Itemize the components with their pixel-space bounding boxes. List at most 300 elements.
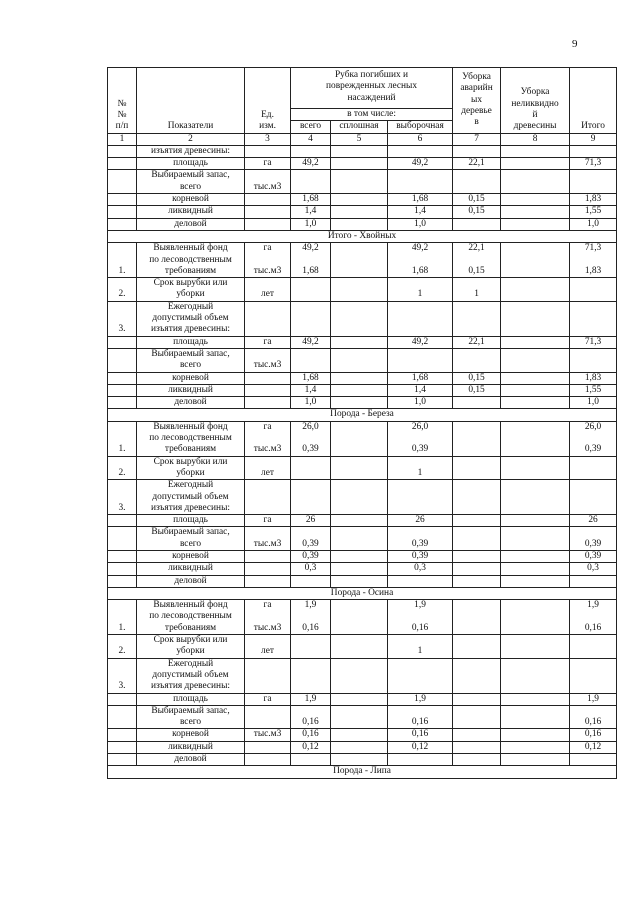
row-value xyxy=(501,170,570,194)
row-value xyxy=(331,145,388,157)
table-row xyxy=(108,575,617,587)
row-value xyxy=(331,206,388,218)
row-value xyxy=(453,218,501,230)
row-unit: га xyxy=(245,515,291,527)
row-value xyxy=(501,480,570,515)
row-unit xyxy=(245,301,291,336)
table-row xyxy=(108,170,617,194)
table-row xyxy=(108,480,617,515)
section-header-row xyxy=(108,230,617,242)
row-value xyxy=(291,301,331,336)
row-unit xyxy=(245,372,291,384)
row-value: 26 xyxy=(291,515,331,527)
row-value xyxy=(453,170,501,194)
row-value xyxy=(570,278,617,302)
row-value: 1 xyxy=(453,278,501,302)
row-unit xyxy=(245,705,291,729)
column-number: 1 xyxy=(108,133,137,145)
row-value xyxy=(331,336,388,348)
row-value xyxy=(501,421,570,456)
row-value: 22,1 xyxy=(453,336,501,348)
row-unit xyxy=(245,384,291,396)
row-value: 1,68 xyxy=(388,372,453,384)
row-value: 71,3 xyxy=(570,158,617,170)
row-unit: га тыс.м3 xyxy=(245,243,291,278)
header-col-unit: Ед. изм. xyxy=(245,68,291,134)
row-value: 49,2 xyxy=(388,336,453,348)
table-row xyxy=(108,206,617,218)
row-value: 1,9 xyxy=(570,693,617,705)
row-value xyxy=(453,693,501,705)
header-col-all: всего xyxy=(291,121,331,133)
column-number: 8 xyxy=(501,133,570,145)
row-value: 1,55 xyxy=(570,206,617,218)
row-value xyxy=(453,600,501,635)
row-value: 1,4 xyxy=(291,206,331,218)
table-row xyxy=(108,194,617,206)
row-indicator: Срок вырубки или уборки xyxy=(137,278,245,302)
row-indicator: Срок вырубки или уборки xyxy=(137,635,245,659)
header-col-emergency: Уборка аварийн ых деревье в xyxy=(453,68,501,134)
row-value xyxy=(501,301,570,336)
row-unit xyxy=(245,741,291,753)
row-unit xyxy=(245,754,291,766)
row-value xyxy=(388,145,453,157)
row-value: 0,3 xyxy=(388,563,453,575)
row-value: 1,9 0,16 xyxy=(570,600,617,635)
row-indicator: Срок вырубки или уборки xyxy=(137,456,245,480)
row-value xyxy=(291,658,331,693)
row-value: 1,4 xyxy=(388,206,453,218)
row-value xyxy=(331,527,388,551)
row-value xyxy=(331,348,388,372)
row-value xyxy=(501,658,570,693)
row-indicator: Выявленный фонд по лесоводственным требованиям xyxy=(137,243,245,278)
row-indicator: Выбираемый запас, всего xyxy=(137,170,245,194)
row-value xyxy=(453,421,501,456)
row-number: 1. xyxy=(108,600,137,635)
row-value: 0,39 xyxy=(570,527,617,551)
row-value xyxy=(453,563,501,575)
row-number xyxy=(108,550,137,562)
row-indicator: Выбираемый запас, всего xyxy=(137,705,245,729)
row-unit: лет xyxy=(245,278,291,302)
table-row xyxy=(108,741,617,753)
row-value xyxy=(570,170,617,194)
header-subgroup: в том числе: xyxy=(291,109,453,121)
row-value xyxy=(331,635,388,659)
row-value: 1,0 xyxy=(291,218,331,230)
row-unit: тыс.м3 xyxy=(245,348,291,372)
column-number: 6 xyxy=(388,133,453,145)
row-value xyxy=(388,658,453,693)
row-indicator: Выявленный фонд по лесоводственным требованиям xyxy=(137,600,245,635)
row-number xyxy=(108,372,137,384)
row-value: 49,2 xyxy=(291,158,331,170)
column-number: 7 xyxy=(453,133,501,145)
table-row xyxy=(108,158,617,170)
row-number xyxy=(108,145,137,157)
row-value xyxy=(453,741,501,753)
section-header-row xyxy=(108,766,617,778)
row-value: 0,39 xyxy=(388,550,453,562)
row-value xyxy=(331,158,388,170)
row-indicator: Ежегодный допустимый объем изъятия древесины: xyxy=(137,301,245,336)
row-value xyxy=(331,480,388,515)
row-unit xyxy=(245,480,291,515)
section-header-row xyxy=(108,587,617,599)
row-number: 1. xyxy=(108,243,137,278)
row-indicator: деловой xyxy=(137,397,245,409)
column-number: 5 xyxy=(331,133,388,145)
row-value xyxy=(501,158,570,170)
row-indicator: ликвидный xyxy=(137,206,245,218)
row-value xyxy=(331,372,388,384)
row-value xyxy=(570,754,617,766)
header-col-clear: сплошная xyxy=(331,121,388,133)
row-value: 0,39 xyxy=(388,527,453,551)
row-number xyxy=(108,336,137,348)
row-value: 1 xyxy=(388,456,453,480)
row-value: 26,0 0,39 xyxy=(388,421,453,456)
row-value: 71,3 1,83 xyxy=(570,243,617,278)
row-number xyxy=(108,218,137,230)
row-value xyxy=(331,658,388,693)
row-value: 0,16 xyxy=(388,705,453,729)
row-value xyxy=(453,705,501,729)
row-value xyxy=(291,480,331,515)
row-unit xyxy=(245,218,291,230)
row-value xyxy=(331,515,388,527)
row-value: 1,68 xyxy=(291,372,331,384)
table-row xyxy=(108,635,617,659)
table-row xyxy=(108,705,617,729)
table-row xyxy=(108,397,617,409)
row-value xyxy=(388,575,453,587)
row-value xyxy=(453,456,501,480)
row-value: 0,12 xyxy=(388,741,453,753)
table-row xyxy=(108,563,617,575)
header-col-illiquid: Уборка неликвидно й древесины xyxy=(501,68,570,134)
row-value: 49,2 xyxy=(291,336,331,348)
row-value xyxy=(291,348,331,372)
row-value xyxy=(453,527,501,551)
row-value: 1,83 xyxy=(570,194,617,206)
row-indicator: изъятия древесины: xyxy=(137,145,245,157)
row-value: 26 xyxy=(570,515,617,527)
section-title: Порода - Осина xyxy=(108,587,617,599)
row-unit: га xyxy=(245,693,291,705)
row-value xyxy=(501,348,570,372)
row-value: 49,2 1,68 xyxy=(388,243,453,278)
row-indicator: ликвидный xyxy=(137,384,245,396)
row-value xyxy=(501,550,570,562)
row-value xyxy=(501,206,570,218)
table-row xyxy=(108,243,617,278)
row-value xyxy=(331,705,388,729)
row-value xyxy=(453,397,501,409)
row-value xyxy=(291,754,331,766)
table-row xyxy=(108,693,617,705)
row-value: 26,0 0,39 xyxy=(570,421,617,456)
row-value xyxy=(331,301,388,336)
row-value xyxy=(453,575,501,587)
row-value xyxy=(501,456,570,480)
row-unit xyxy=(245,575,291,587)
row-number xyxy=(108,384,137,396)
row-value xyxy=(291,635,331,659)
row-number: 3. xyxy=(108,658,137,693)
row-value: 1,0 xyxy=(388,218,453,230)
row-indicator: Ежегодный допустимый объем изъятия древесины: xyxy=(137,658,245,693)
row-value xyxy=(570,301,617,336)
row-unit: тыс.м3 xyxy=(245,527,291,551)
page-number: 9 xyxy=(572,38,578,50)
table-row xyxy=(108,527,617,551)
row-value: 1,9 xyxy=(388,693,453,705)
row-value xyxy=(331,194,388,206)
row-value: 0,15 xyxy=(453,372,501,384)
row-value xyxy=(453,635,501,659)
row-unit xyxy=(245,563,291,575)
row-value xyxy=(388,170,453,194)
row-value: 22,1 xyxy=(453,158,501,170)
row-unit xyxy=(245,194,291,206)
table-row xyxy=(108,301,617,336)
row-value xyxy=(570,145,617,157)
row-value xyxy=(570,658,617,693)
row-unit: га xyxy=(245,336,291,348)
row-value: 26 xyxy=(388,515,453,527)
row-value xyxy=(501,384,570,396)
column-number: 2 xyxy=(137,133,245,145)
row-number xyxy=(108,397,137,409)
table-row xyxy=(108,658,617,693)
row-value xyxy=(331,170,388,194)
row-value: 0,16 xyxy=(570,705,617,729)
row-value xyxy=(291,575,331,587)
row-value xyxy=(331,754,388,766)
row-value: 22,1 0,15 xyxy=(453,243,501,278)
row-value xyxy=(501,194,570,206)
row-indicator: корневой xyxy=(137,372,245,384)
row-value xyxy=(501,397,570,409)
section-header-row xyxy=(108,409,617,421)
row-value xyxy=(331,741,388,753)
row-indicator: корневой xyxy=(137,194,245,206)
row-value xyxy=(453,658,501,693)
section-title: Итого - Хвойных xyxy=(108,230,617,242)
row-value xyxy=(453,754,501,766)
row-number xyxy=(108,729,137,741)
table-row xyxy=(108,600,617,635)
table-row xyxy=(108,348,617,372)
row-indicator: деловой xyxy=(137,754,245,766)
row-number xyxy=(108,741,137,753)
row-number xyxy=(108,754,137,766)
row-value xyxy=(501,372,570,384)
row-value xyxy=(453,301,501,336)
row-number: 2. xyxy=(108,456,137,480)
header-row-top xyxy=(108,68,617,109)
row-value: 0,15 xyxy=(453,206,501,218)
row-value xyxy=(570,480,617,515)
header-group-felling: Рубка погибших и поврежденных лесных насаждений xyxy=(291,68,453,109)
row-value xyxy=(570,456,617,480)
table-row xyxy=(108,729,617,741)
row-number: 3. xyxy=(108,480,137,515)
table-row xyxy=(108,421,617,456)
row-value: 1,68 xyxy=(388,194,453,206)
table-row xyxy=(108,384,617,396)
row-indicator: корневой xyxy=(137,729,245,741)
row-number xyxy=(108,527,137,551)
row-number xyxy=(108,206,137,218)
row-value xyxy=(331,550,388,562)
row-value xyxy=(570,575,617,587)
row-value: 0,15 xyxy=(453,194,501,206)
row-number xyxy=(108,515,137,527)
row-value: 1,9 xyxy=(291,693,331,705)
row-value: 0,39 xyxy=(291,550,331,562)
table-row xyxy=(108,336,617,348)
harvest-volume-table xyxy=(107,67,617,779)
row-value: 71,3 xyxy=(570,336,617,348)
row-indicator: ликвидный xyxy=(137,741,245,753)
row-value xyxy=(331,693,388,705)
row-unit xyxy=(245,145,291,157)
row-unit: га тыс.м3 xyxy=(245,600,291,635)
row-value: 0,3 xyxy=(291,563,331,575)
row-value xyxy=(501,705,570,729)
row-value: 1 xyxy=(388,635,453,659)
column-number: 4 xyxy=(291,133,331,145)
row-value xyxy=(331,243,388,278)
row-value xyxy=(331,575,388,587)
header-number-row xyxy=(108,133,617,145)
row-value: 1,0 xyxy=(388,397,453,409)
row-unit xyxy=(245,397,291,409)
table-row xyxy=(108,145,617,157)
row-number xyxy=(108,348,137,372)
row-number xyxy=(108,575,137,587)
header-col-num: № № п/п xyxy=(108,68,137,134)
row-value: 0,12 xyxy=(291,741,331,753)
row-number: 1. xyxy=(108,421,137,456)
row-value xyxy=(453,729,501,741)
row-value: 1,4 xyxy=(291,384,331,396)
row-number xyxy=(108,170,137,194)
row-value: 0,16 xyxy=(291,705,331,729)
row-value xyxy=(453,480,501,515)
table-row xyxy=(108,218,617,230)
row-value xyxy=(453,550,501,562)
row-value xyxy=(331,456,388,480)
table-row xyxy=(108,550,617,562)
row-indicator: площадь xyxy=(137,693,245,705)
row-indicator: площадь xyxy=(137,515,245,527)
row-value: 0,12 xyxy=(570,741,617,753)
row-value: 0,15 xyxy=(453,384,501,396)
row-unit: га тыс.м3 xyxy=(245,421,291,456)
row-number xyxy=(108,563,137,575)
row-value xyxy=(331,600,388,635)
row-unit: тыс.м3 xyxy=(245,170,291,194)
row-number xyxy=(108,194,137,206)
row-value xyxy=(388,301,453,336)
row-value: 26,0 0,39 xyxy=(291,421,331,456)
row-unit: лет xyxy=(245,635,291,659)
row-value: 1,68 xyxy=(291,194,331,206)
table-row xyxy=(108,456,617,480)
table-row xyxy=(108,754,617,766)
row-value xyxy=(291,278,331,302)
table-row xyxy=(108,372,617,384)
row-value: 0,16 xyxy=(388,729,453,741)
row-indicator: Выбираемый запас, всего xyxy=(137,527,245,551)
row-value xyxy=(453,515,501,527)
header-col-total: Итого xyxy=(570,68,617,134)
row-value xyxy=(570,635,617,659)
row-value xyxy=(501,729,570,741)
row-value xyxy=(291,170,331,194)
row-value: 1,0 xyxy=(570,397,617,409)
row-value xyxy=(388,754,453,766)
row-value: 49,2 xyxy=(388,158,453,170)
row-value xyxy=(501,600,570,635)
row-unit: лет xyxy=(245,456,291,480)
row-value: 1,9 0,16 xyxy=(291,600,331,635)
row-value xyxy=(501,243,570,278)
row-value xyxy=(331,218,388,230)
row-value: 49,2 1,68 xyxy=(291,243,331,278)
row-value: 1,4 xyxy=(388,384,453,396)
column-number: 3 xyxy=(245,133,291,145)
row-value xyxy=(570,348,617,372)
row-unit: тыс.м3 xyxy=(245,729,291,741)
row-value: 1,9 0,16 xyxy=(388,600,453,635)
row-value: 0,3 xyxy=(570,563,617,575)
row-value xyxy=(501,635,570,659)
row-value xyxy=(453,145,501,157)
row-number xyxy=(108,693,137,705)
row-value xyxy=(331,397,388,409)
row-indicator: Ежегодный допустимый объем изъятия древесины: xyxy=(137,480,245,515)
row-value xyxy=(501,563,570,575)
row-value xyxy=(331,278,388,302)
row-number: 3. xyxy=(108,301,137,336)
row-number xyxy=(108,705,137,729)
table-row xyxy=(108,515,617,527)
header-col-selective: выборочная xyxy=(388,121,453,133)
row-value xyxy=(331,384,388,396)
row-value xyxy=(291,145,331,157)
row-value xyxy=(501,145,570,157)
row-value xyxy=(291,456,331,480)
section-title: Порода - Береза xyxy=(108,409,617,421)
row-value xyxy=(388,480,453,515)
row-value xyxy=(331,421,388,456)
row-value xyxy=(501,218,570,230)
row-number xyxy=(108,158,137,170)
row-unit xyxy=(245,658,291,693)
row-value xyxy=(501,278,570,302)
row-value: 1,55 xyxy=(570,384,617,396)
row-value xyxy=(501,515,570,527)
row-indicator: деловой xyxy=(137,218,245,230)
column-number: 9 xyxy=(570,133,617,145)
row-value xyxy=(501,693,570,705)
